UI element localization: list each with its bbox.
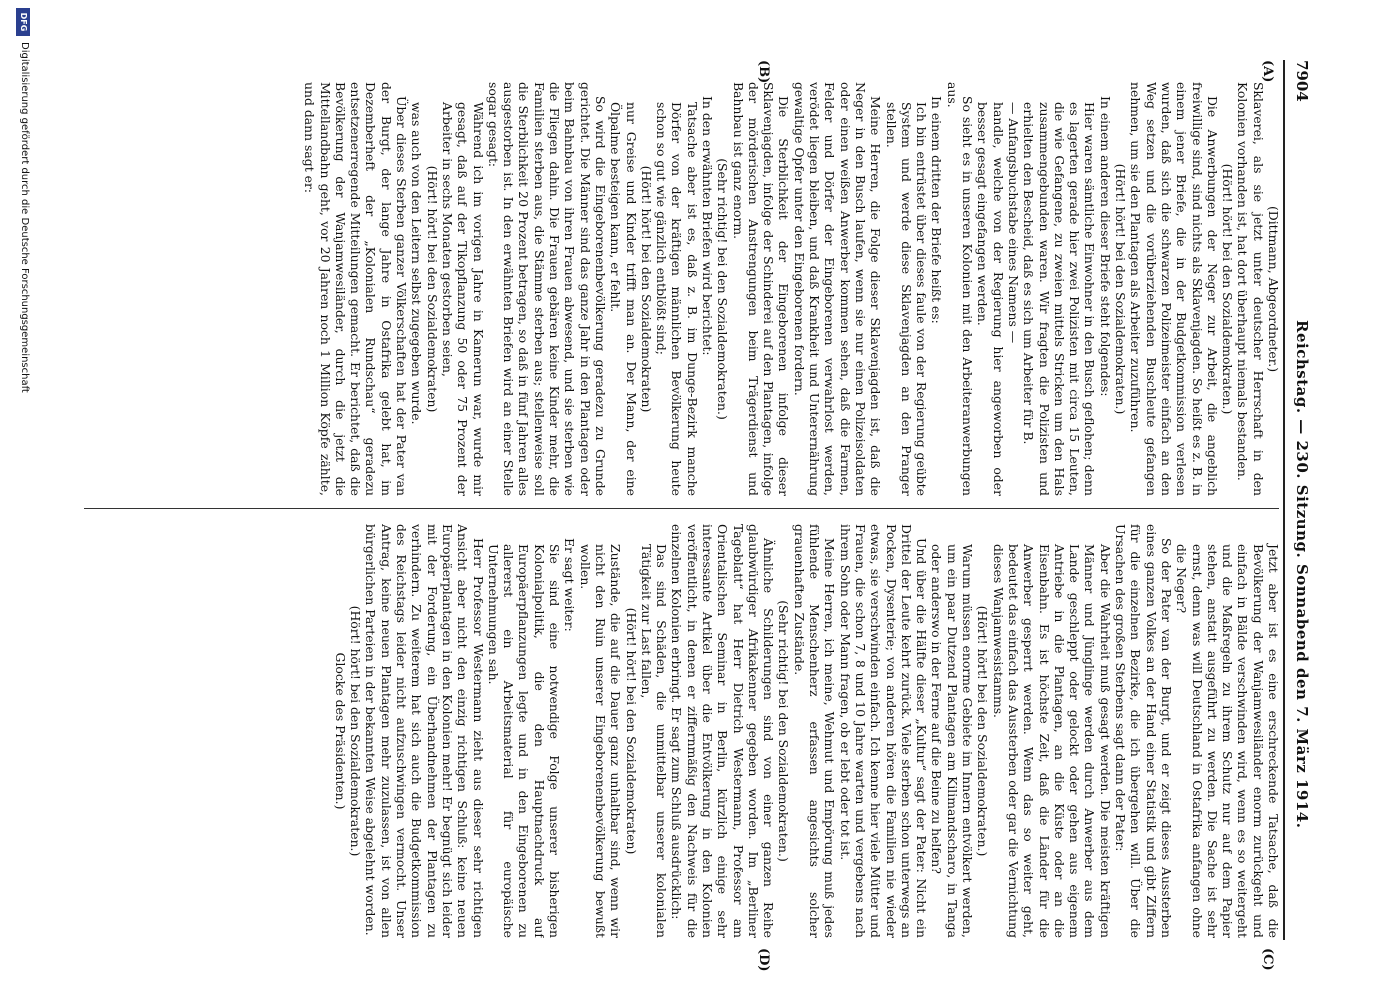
right-column-paragraph: Warum müssen enorme Gebiete im Innern entvölkert werden, um ein paar Dutzend Plantagen am Kilimandscharo, in Tanga oder anderswo in der Ferne auf die Beine zu helfen? [929, 544, 976, 938]
header-rule [1283, 60, 1285, 940]
left-column-paragraph: was auch von den Leitern selbst zugegeben wurde. [409, 102, 425, 425]
right-column-paragraph: Jetzt aber ist es eine erschreckende Tatsache, daß die Bevölkerung der Wanjamwesiländer enorm zurückgeht und einfach in Bälde verschwinden wird, wenn es so weitergeht und die Maßregeln zu ihrem Schutz nur auf dem Papier stehen, anstatt ausgeführt zu werden. Die Sache ist sehr ernst, denn was will Deutschland in Ostafrika anfangen ohne die Neger? [1174, 544, 1281, 938]
left-column-paragraph: Über dieses Sterben ganzer Völkerschaften hat der Pater van der Burgt, der lange Jahre in Ostafrika gelebt hat, im Dezemberheft der „Kolonialen Rundschau“ geradezu entsetzenerregende Mitteilungen gemacht. Er berichtet, daß die Bevölkerung der Wanjamwesiländer, durch die jetzt die Mittellandbahn geht, vor 20 Jahren noch 1 Million Köpfe zählte, und dann sagt er: [302, 82, 410, 496]
left-column-paragraph: Sklaverei, als sie jetzt unter deutscher Herrschaft in den Kolonien vorhanden ist, hat dort überhaupt niemals bestanden. [1235, 82, 1266, 496]
right-column-paragraph: Und über die Hälfte dieser „Kultur“ sagt der Pater: Nicht ein Drittel der Leute kehrt zurück. Viele sterben schon unterwegs an Pocken, Dysenterie; von anderen hören die Familien nie wieder etwas, sie verschwinden einfach. Ich kenne hier viele Mütter und Frauen, die schon 7, 8 und 10 Jahre warten und vergebens nach ihrem Sohn oder Mann fragen, ob er lebt oder tot ist. [837, 524, 930, 938]
right-column-paragraph: (Hört! hört! bei den Sozialdemokraten) [623, 607, 639, 855]
right-column-paragraph: Sie sind eine notwendige Folge unserer bisherigen Kolonialpolitik, die den Hauptnachdruck auf Europäerpflanzungen legte und in den Eingeborenen zu allererst ein Arbeitsmaterial für europäische Unternehmungen sah. [485, 544, 563, 938]
right-column-paragraph: Zustände, die auf die Dauer ganz unhaltbar sind, wenn wir nicht den Ruin unserer Eingeborenenbevölkerung bewußt wollen. [577, 544, 624, 938]
left-column-paragraph: In einem anderen dieser Briefe steht folgendes: [1097, 96, 1113, 397]
right-column-paragraph: Herr Professor Westermann zieht aus dieser sehr richtigen Ansicht aber nicht den einzig richtigen Schluß: keine neuen Europäerplantagen in den Kolonien mehr! Er begnügt sich leider mit der Forderung, ein Überhandnehmen der Plantagen zu verhindern. Zu weiterem hat sich auch die Budgetkommission des Reichstags leider nicht aufzuschwingen vermocht. Unser Antrag, keine neuen Plantagen mehr zuzulassen, ist von allen bürgerlichen Parteien in der bekannten Weise abgelehnt worden. [363, 524, 486, 938]
left-column-paragraph: In einem dritten der Briefe heißt es: [929, 96, 945, 324]
page-footer [11, 0, 33, 1000]
right-column-paragraph: (Sehr richtig! bei den Sozialdemokraten.) [776, 600, 792, 862]
right-column-paragraph: Er sagt weiter: [562, 538, 578, 632]
right-column-paragraph: (Hört! hört! bei den Sozialdemokraten.) [348, 605, 364, 857]
left-column-paragraph: handle, welche von der Regierung hier angeworben oder besser gesagt eingefangen werden. [975, 102, 1006, 496]
left-column-paragraph: (Hört! hört! bei den Sozialdemokraten.) [1113, 163, 1129, 415]
left-column-paragraph: In den erwähnten Briefen wird berichtet: [700, 96, 716, 356]
right-column-paragraph: Das sind Schäden, die unmittelbar unserer kolonialen Tätigkeit zur Last fallen, [638, 544, 670, 938]
margin-marker-b: (B) [756, 60, 771, 84]
right-column-paragraph: Glocke des Präsidenten.) [332, 652, 348, 810]
left-column-paragraph: (Hört! hört! bei den Sozialdemokraten) [638, 165, 654, 413]
left-column-paragraph: Hier waren sämtliche Einwohner in den Busch geflohen; denn es lagerten gerade hier zwei Polizisten mit circa 15 Leuten, die wie Gefangene, zu zweien mittels Stricken um den Hals zusammengebunden waren. Wir fragten die Polizisten und erhielten den Bescheid, daß es sich um Arbeiter für B. [1021, 102, 1098, 496]
left-column-paragraph: Die Sterblichkeit der Eingeborenen infolge dieser Sklavenjagden, infolge der Schinderei auf den Plantagen, infolge der mörderischen Anstrengungen beim Trägerdienst und Bahnbau ist ganz enorm. [730, 82, 792, 496]
left-column-paragraph: (Hört! hört! bei den Sozialdemokraten) [424, 165, 440, 413]
left-column-paragraph: (Hört! hört! bei den Sozialdemokraten.) [1220, 163, 1236, 415]
right-column-paragraph: Meine Herren, ich meine, Wehmut und Empörung muß jedes fühlende Menschenherz erfassen angesichts solcher grauenhaften Zustände. [791, 524, 838, 938]
left-column-paragraph: (Dittmann, Abgeordneter.) [1266, 205, 1281, 373]
header-title: Reichstag. — 230. Sitzung. Sonnabend den 7. März 1914. [1293, 320, 1311, 829]
margin-marker-a: (A) [1260, 60, 1275, 83]
margin-marker-c: (C) [1260, 948, 1275, 971]
page-header [1287, 60, 1311, 940]
dfg-logo: DFG [16, 8, 30, 36]
left-text-column [81, 82, 1281, 496]
left-column-paragraph: Tatsache aber ist es, daß z. B. im Dunge-Bezirk manche Dörfer von der kräftigen männlichen Bevölkerung heute schon so gut wie gänzlich entblößt sind; [654, 102, 700, 496]
left-column-paragraph: So sieht es in unseren Kolonien mit den Arbeiteranwerbungen aus. [944, 82, 976, 496]
margin-marker-d: (D) [756, 948, 771, 972]
left-column-paragraph: Meine Herren, die Folge dieser Sklavenjagden ist, daß die Neger in den Busch laufen, wenn sie nur einen Polizeisoldaten oder einen weißen Anwerber kommen sehen, daß die Farmen, Felder und Dörfer der Eingeborenen verwahrlost werden, verödet liegen bleiben, und daß Krankheit und Unterernährung gewaltige Opfer unter den Eingeborenen fordern. [791, 82, 884, 496]
right-column-paragraph: Aber die Wahrheit muß gesagt werden. Die meisten kräftigen Männer und Jünglinge werden durch Anwerber aus dem Lande geschleppt oder gelockt oder gehen aus eigenem Antriebe in die Plantagen, an die Küste oder an die Eisenbahn. Es ist höchste Zeit, daß die Länder für die Anwerber gesperrt werden. Wenn das so weiter geht, bedeutet das einfach das Aussterben oder gar die Vernichtung dieses Wanjamwesistamms. [990, 544, 1113, 938]
column-divider [84, 508, 1279, 509]
left-column-paragraph: Die Anwerbungen der Neger zur Arbeit, die angeblich freiwillige sind, sind nichts als Sklavenjagden. So heißt es z. B. in einem jener Briefe, die in der Budgetkommission verlesen wurden, daß sich die schwarzen Polizeimeister einfach an den Weg setzen und die vorüberziehenden Buschleute gefangen nehmen, um sie den Plantagen als Arbeiter zuzuführen. [1128, 82, 1220, 496]
right-text-column [81, 524, 1281, 938]
right-column-paragraph: So der Pater van der Burgt, und er zeigt dieses Aussterben eines ganzen Volkes an der Hand einer Statistik und gibt Ziffern für die einzelnen Bezirke, die ich übergehen will. Über die Ursachen des großen Sterbens sagt dann der Pater: [1113, 524, 1174, 938]
right-column-paragraph: Ähnliche Schilderungen sind von einer ganzen Reihe glaubwürdiger Afrikakenner gegeben worden. Im „Berliner Tageblatt“ hat Herr Dietrich Westermann, Professor am Orientalischen Seminar in Berlin, kürzlich einige sehr interessante Artikel über die Entvölkerung in den Kolonien veröffentlicht, in denen er ziffernmäßig den Nachweis für die einzelnen Kolonien erbringt. Er sagt zum Schluß ausdrücklich: [669, 524, 777, 938]
page-number: 7904 [1293, 60, 1311, 102]
left-column-paragraph: nur Greise und Kinder trifft man an. Der Mann, der eine Ölpalme besteigen kann, er fehlt. [608, 102, 639, 496]
left-column-paragraph: — Anfangsbuchstabe eines Namens — [1005, 102, 1021, 344]
digitization-credit: Digitalisierung gefördert durch die Deutsche Forschungsgemeinschaft [19, 42, 30, 393]
right-column-paragraph: (Hört! hört! bei den Sozialdemokraten.) [975, 605, 991, 857]
left-column-paragraph: Während ich im vorigen Jahre in Kamerun war, wurde mir gesagt, daß auf der Tikopflanzung 50 oder 75 Prozent der Arbeiter in sechs Monaten gestorben seien, [439, 102, 486, 496]
left-column-paragraph: (Sehr richtig! bei den Sozialdemokraten.) [715, 158, 731, 420]
left-column-paragraph: So wird die Eingeborenenbevölkerung geradezu zu Grunde gerichtet. Die Männer sind das ganze Jahr in den Plantagen oder beim Bahnbau von ihren Frauen abwesend, und sie sterben wie die Fliegen dahin. Die Frauen gebären keine Kinder mehr, die Familien sterben aus, die Stämme sterben aus; stellenweise soll die Sterblichkeit 20 Prozent betragen, so daß in fünf Jahren alles ausgestorben ist. In den erwähnten Briefen wird an einer Stelle sogar gesagt: [485, 82, 608, 496]
left-column-paragraph: Ich bin entrüstet über dieses faule von der Regierung geübte System und werde diese Sklavenjagden an den Pranger stellen. [883, 102, 930, 496]
